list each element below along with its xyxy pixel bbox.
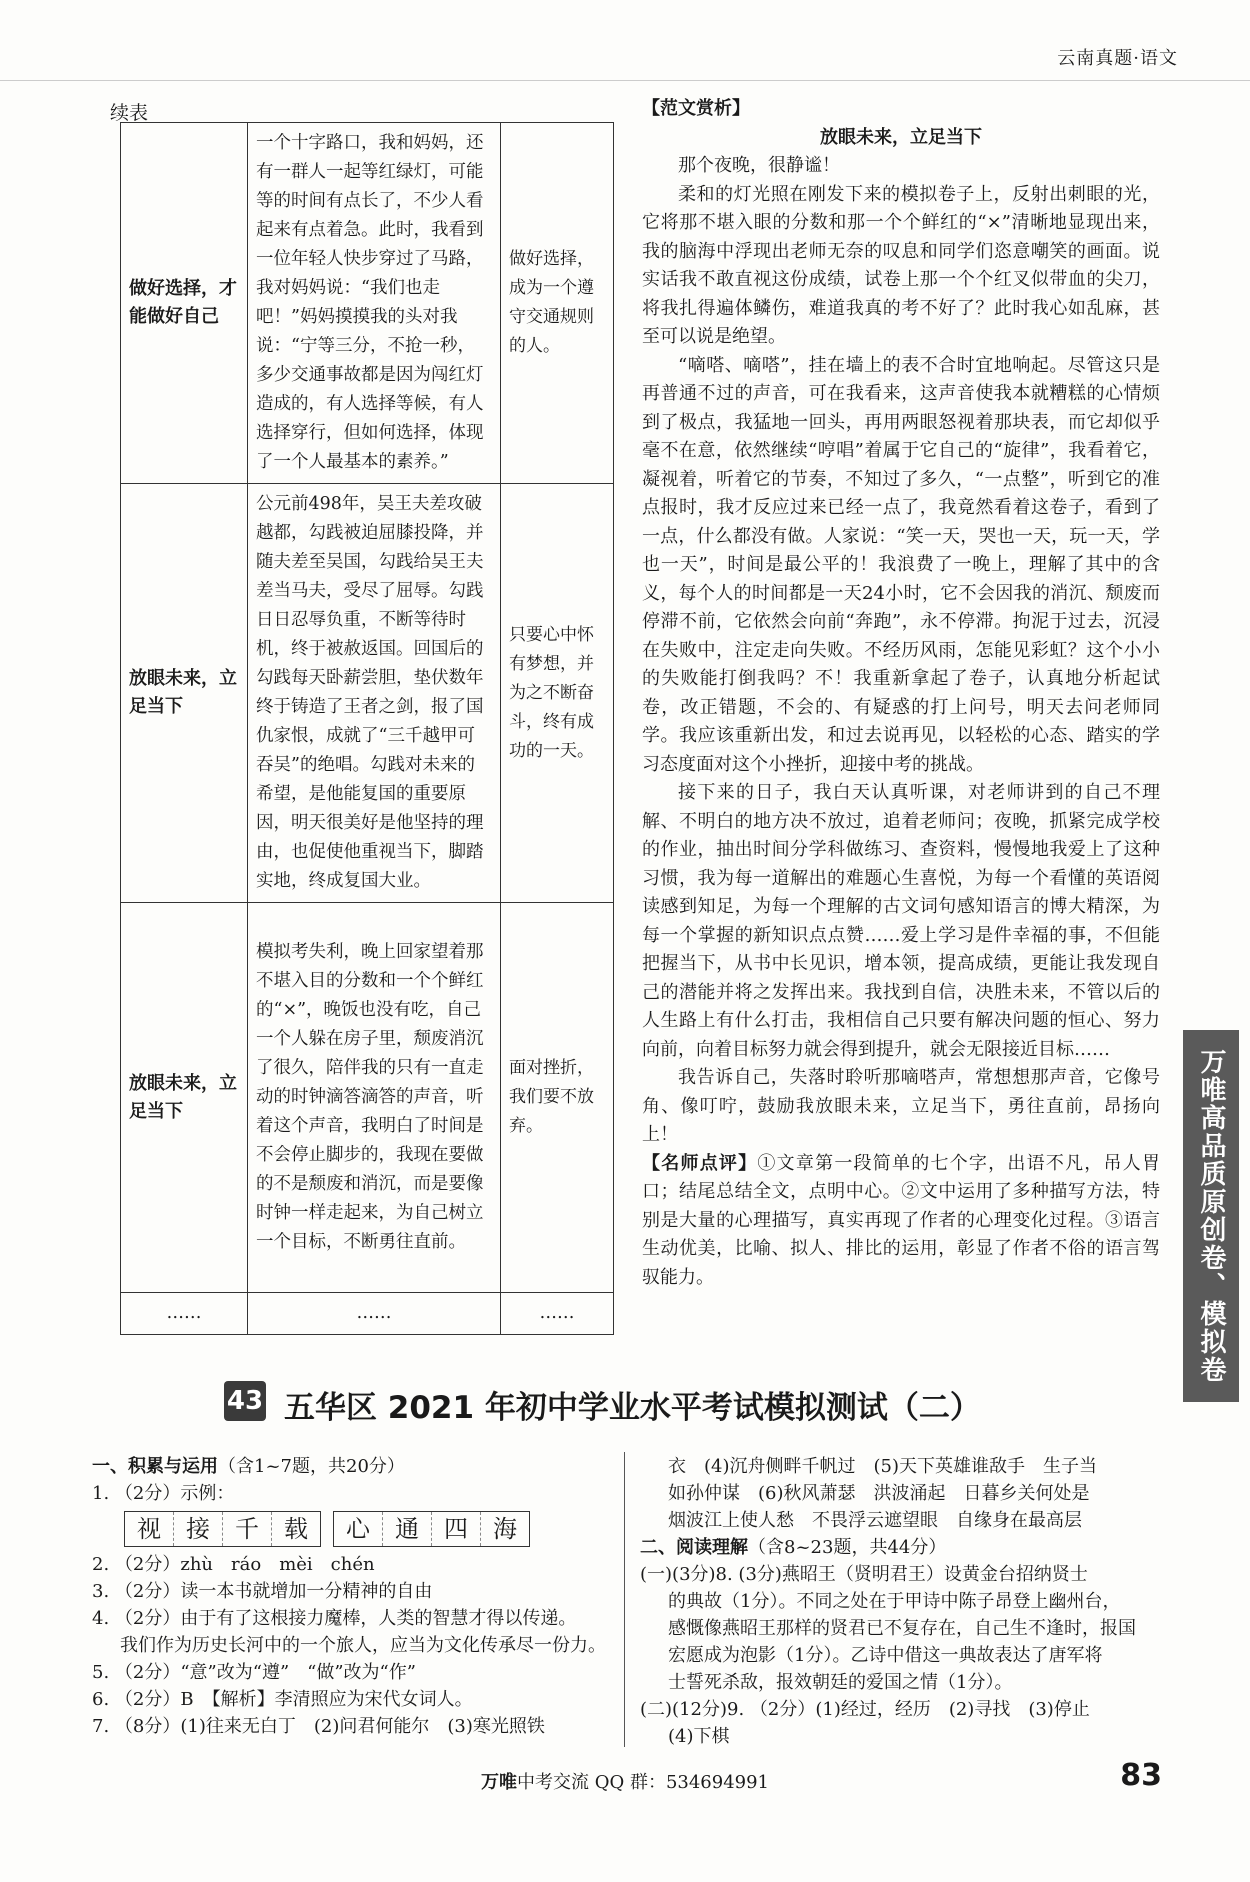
- table-row: [121, 1293, 614, 1335]
- column-divider: [624, 1452, 625, 1747]
- answer-line: 4. （2分）由于有了这根接力魔棒，人类的智慧才得以传递。: [92, 1608, 577, 1629]
- footer-brand: 万唯: [480, 1772, 517, 1793]
- table-cell-topic: 做好选择，才能做好自己: [121, 123, 248, 484]
- answers-right: [640, 1453, 1165, 1750]
- table-cell-material: 公元前498年，吴王夫差攻破越都，勾践被迫屈膝投降，并随夫差至吴国，勾践给吴王夫差当马夫，受尽了屈辱。勾践日日忍辱负重，不断等待时机，终于被赦返国。回国后的勾践每天卧薪尝胆，垫伏数年终于铸造了王者之剑，报了国仇家恨，成就了“三千越甲可吞吴”的绝唱。勾践对未来的希望，是他能复国的重要原因，明天很美好是他坚持的理由，也促使他重视当下，脚踏实地，终成复国大业。: [248, 484, 501, 903]
- answer-line: 烟波江上使人愁 不畏浮云遮望眼 自缘身在最高层: [668, 1510, 1082, 1531]
- answers-left: [92, 1453, 617, 1740]
- answer-line: (4)下棋: [668, 1726, 730, 1747]
- answer-line: 我们作为历史长河中的一个旅人，应当为文化传承尽一份力。: [120, 1635, 606, 1656]
- footer-text: 中考交流 QQ 群：534694991: [516, 1772, 770, 1793]
- answer-line: 1. （2分）示例：: [92, 1483, 235, 1504]
- answer-line: (二)(12分)9. （2分）(1)经过，经历 (2)寻找 (3)停止: [640, 1699, 1090, 1720]
- essay-paragraph: 接下来的日子，我白天认真听课，对老师讲到的自己不理解、不明白的地方决不放过，追着老师问；夜晚，抓紧完成学校的作业，抽出时间分学科做练习、查资料，慢慢地我爱上了这种习惯，我为每一道解出的难题心生喜悦，为每一个看懂的英语阅读感到知足，为每一个理解的古文词句感知语言的博大精深，为每一个掌握的新知识点点赞……爱上学习是件幸福的事，不但能把握当下，从书中长见识，增本领，提高成绩，更能让我发现自己的潜能并将之发挥出来。我找到自信，决胜未来，不管以后的人生路上有什么打击，我相信自己只要有解决问题的恒心、努力向前，向着目标努力就会得到提升，就会无限接近目标……: [642, 782, 1160, 1060]
- essay-tag: 【范文赏析】: [642, 98, 750, 119]
- answer-line: 衣 (4)沉舟侧畔千帆过 (5)天下英雄谁敌手 生子当: [668, 1456, 1097, 1477]
- table-cell-point: ……: [501, 1293, 614, 1335]
- answer-line: 2. （2分）zhù ráo mèi chén: [92, 1554, 375, 1575]
- sidebar-banner: 万唯高品质原创卷、模拟卷: [1183, 1030, 1239, 1402]
- answer-line: (一)(3分)8. (3分)燕昭王（贤明君王）设黄金台招纳贤士: [640, 1564, 1088, 1585]
- section-number: 43: [224, 1381, 266, 1421]
- answer-line: 的典故（1分）。不同之处在于甲诗中陈子昂登上幽州台，: [668, 1591, 1121, 1612]
- answer-line: 6. （2分）B 【解析】李清照应为宋代女词人。: [92, 1689, 473, 1710]
- essay-paragraph: “嘀嗒、嘀嗒”，挂在墙上的表不合时宜地响起。尽管这只是再普通不过的声音，可在我看来，这声音使我本就糟糕的心情烦到了极点，我猛地一回头，再用两眼怒视着那块表，而它却似乎毫不在意，依然继续“哼唱”着属于它自己的“旋律”，我看着它，凝视着，听着它的节奏，不知过了多久，“一点整”，听到它的准点报时，我才反应过来已经一点了，我竟然看着这卷子，看到了一点，什么都没有做。人家说：“笑一天，哭也一天，玩一天，学也一天”，时间是最公平的！我浪费了一晚上，理解了其中的含义，每个人的时间都是一天24小时，它不会因我的消沉、颓废而停滞不前，它依然会向前“奔跑”，永不停滞。拘泥于过去，沉浸在失败中，注定走向失败。不经历风雨，怎能见彩虹？这个小小的失败能打倒我吗？不！我重新拿起了卷子，认真地分析起试卷，改正错题，不会的、有疑惑的打上问号，明天去问老师同学。我应该重新出发，和过去说再见，以轻松的心态、踏实的学习态度面对这个小挫折，迎接中考的挑战。: [642, 354, 1160, 775]
- answer-line: 5. （2分）“意”改为“遵” “做”改为“作”: [92, 1662, 416, 1683]
- table-continued-label: 续表: [110, 102, 149, 124]
- essay-paragraph: 那个夜晚，很静谧！: [678, 155, 840, 176]
- part-heading: 一、积累与运用（含1~7题，共20分）: [92, 1456, 405, 1477]
- table-cell-point: 只要心中怀有梦想，并为之不断奋斗，终有成功的一天。: [501, 484, 614, 903]
- essay-paragraph: 柔和的灯光照在刚发下来的模拟卷子上，反射出刺眼的光，它将那不堪入眼的分数和那一个个鲜红的“×”清晰地显现出来，我的脑海中浮现出老师无奈的叹息和同学们恣意嘲笑的画面。说实话我不敢直视这份成绩，试卷上那一个个红叉似带血的尖刀，将我扎得遍体鳞伤，难道我真的考不好了？此时我心如乱麻，甚至可以说是绝望。: [642, 183, 1160, 347]
- answer-line: 3. （2分）读一本书就增加一分精神的自由: [92, 1581, 433, 1602]
- table-cell-point: 做好选择，成为一个遵守交通规则的人。: [501, 123, 614, 484]
- grid-box: 视 接 千 载: [124, 1511, 321, 1547]
- teacher-comment: [642, 1150, 1160, 1293]
- header-divider: [0, 80, 1250, 81]
- part-heading: 二、阅读理解（含8~23题，共44分）: [640, 1537, 947, 1558]
- table-row: [121, 484, 614, 903]
- table-cell-point: 面对挫折，我们要不放弃。: [501, 903, 614, 1293]
- character-grid: [124, 1511, 617, 1547]
- answer-line: 士誓死杀敌，报效朝廷的爱国之情（1分）。: [668, 1672, 1013, 1693]
- running-title: 云南真题·语文: [1057, 48, 1178, 69]
- essay-column: [642, 95, 1160, 1292]
- comment-text: ①文章第一段简单的七个字，出语不凡，吊人胃口；结尾总结全文，点明中心。②文中运用了多种描写方法，特别是大量的心理描写，真实再现了作者的心理变化过程。③语言生动优美，比喻、拟人、排比的运用，彰显了作者不俗的语言驾驭能力。: [642, 1152, 1161, 1288]
- table-cell-topic: 放眼未来，立足当下: [121, 484, 248, 903]
- section-title: 五华区 2021 年初中学业水平考试模拟测试（二）: [284, 1390, 981, 1426]
- answer-line: 感慨像燕昭王那样的贤君已不复存在，自己生不逢时，报国: [668, 1618, 1136, 1639]
- answer-line: 如孙仲谋 (6)秋风萧瑟 洪波涌起 日暮乡关何处是: [668, 1483, 1090, 1504]
- table-row: [121, 123, 614, 484]
- answer-line: 7. （8分）(1)往来无白丁 (2)问君何能尔 (3)寒光照铁: [92, 1716, 545, 1737]
- table-cell-material: 模拟考失利，晚上回家望着那不堪入目的分数和一个个鲜红的“×”，晚饭也没有吃，自己一个人躲在房子里，颓废消沉了很久，陪伴我的只有一直走动的时钟滴答滴答的声音，听着这个声音，我明白了时间是不会停止脚步的，我现在要做的不是颓废和消沉，而是要像时钟一样走起来，为自己树立一个目标，不断勇往直前。: [248, 903, 501, 1293]
- comment-tag: 【名师点评】: [642, 1152, 758, 1174]
- grid-box: 心 通 四 海: [333, 1511, 530, 1547]
- table-cell-topic: ……: [121, 1293, 248, 1335]
- footer: [0, 1768, 1250, 1794]
- table-cell-material: 一个十字路口，我和妈妈，还有一群人一起等红绿灯，可能等的时间有点长了，不少人看起来有点着急。此时，我看到一位年轻人快步穿过了马路，我对妈妈说：“我们也走吧！”妈妈摸摸我的头对我说：“宁等三分，不抢一秒，多少交通事故都是因为闯红灯造成的，有人选择等候，有人选择穿行，但如何选择，体现了一个人最基本的素养。”: [248, 123, 501, 484]
- table-cell-material: ……: [248, 1293, 501, 1335]
- table-row: [121, 903, 614, 1293]
- table-cell-topic: 放眼未来，立足当下: [121, 903, 248, 1293]
- answer-line: 宏愿成为泡影（1分）。乙诗中借这一典故表达了唐军将: [668, 1645, 1103, 1666]
- essay-paragraph: 我告诉自己，失落时聆听那嘀嗒声，常想想那声音，它像号角、像叮咛，鼓励我放眼未来，立足当下，勇往直前，昂扬向上！: [642, 1067, 1160, 1145]
- essay-title: 放眼未来，立足当下: [820, 126, 982, 148]
- page-number: 83: [1120, 1758, 1162, 1793]
- material-table: [120, 122, 614, 1335]
